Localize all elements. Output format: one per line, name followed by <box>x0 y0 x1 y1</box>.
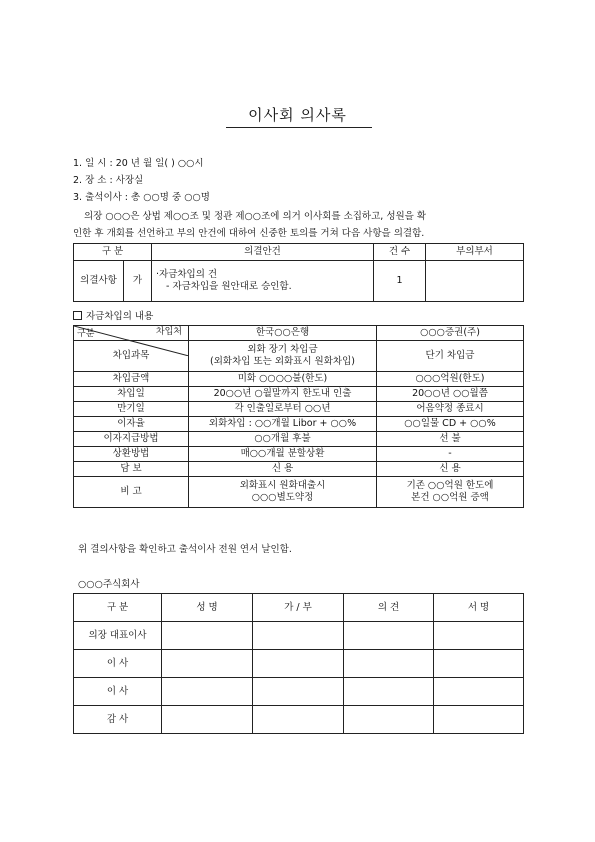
loan-row-value-b: 20○○년 ○○월쯤 <box>377 387 524 402</box>
signature-table <box>73 593 524 734</box>
signature-name-cell[interactable] <box>162 622 253 650</box>
loan-section-label: 자금차입의 내용 <box>86 311 154 322</box>
signature-row <box>74 650 524 678</box>
agenda-sub: 가 <box>124 261 152 302</box>
agenda-item-title: ·자금차입의 건 <box>156 269 218 280</box>
loan-header-row <box>74 326 524 341</box>
loan-row-value-b: 단기 차입금 <box>377 341 524 372</box>
loan-row-value-a: 미화 ○○○○불(한도) <box>189 372 377 387</box>
loan-row-value-b: ○○○억원(한도) <box>377 372 524 387</box>
signature-name-cell[interactable] <box>162 678 253 706</box>
loan-subject-a-line1: 외화 장기 차입금 <box>247 344 318 355</box>
signature-header-vote: 가 / 부 <box>253 594 344 622</box>
agenda-header-category: 구 분 <box>74 244 152 261</box>
signature-opinion-cell[interactable] <box>344 650 434 678</box>
loan-row-label: 담 보 <box>74 462 189 477</box>
signature-sign-cell[interactable] <box>434 622 524 650</box>
loan-note-b-line2: 본건 ○○억원 증액 <box>411 492 489 503</box>
signature-opinion-cell[interactable] <box>344 622 434 650</box>
loan-row-value-a: 신 용 <box>189 462 377 477</box>
loan-row-repayment <box>74 447 524 462</box>
loan-note-a-line2: ○○○별도약정 <box>251 492 314 503</box>
signature-role: 이 사 <box>74 678 162 706</box>
loan-corner-bottom: 구분 <box>77 329 95 339</box>
signature-opinion-cell[interactable] <box>344 678 434 706</box>
signature-sign-cell[interactable] <box>434 678 524 706</box>
loan-row-amount <box>74 372 524 387</box>
loan-row-label: 차입금액 <box>74 372 189 387</box>
loan-row-value-b: ○○일물 CD + ○○% <box>377 417 524 432</box>
loan-row-value-a <box>189 341 377 372</box>
loan-row-value-b: 선 불 <box>377 432 524 447</box>
signature-opinion-cell[interactable] <box>344 706 434 734</box>
loan-row-note <box>74 477 524 508</box>
loan-note-b-line1: 기존 ○○억원 한도에 <box>406 480 494 491</box>
loan-row-value-b: 신 용 <box>377 462 524 477</box>
agenda-header-row <box>74 244 524 261</box>
signature-vote-cell[interactable] <box>253 622 344 650</box>
signature-header-sign: 서 명 <box>434 594 524 622</box>
loan-note-a-line1: 외화표시 원화대출시 <box>239 480 326 491</box>
loan-row-value-a: 매○○개월 분할상환 <box>189 447 377 462</box>
checkbox-square-icon <box>73 311 82 320</box>
agenda-header-item: 의결안건 <box>152 244 374 261</box>
loan-corner-top: 차입처 <box>155 327 182 337</box>
line-place: 2. 장 소 : 사장실 <box>73 175 144 186</box>
agenda-category: 의결사항 <box>74 261 124 302</box>
loan-subject-a-line2: (외화차입 또는 외화표시 원화차입) <box>210 356 355 367</box>
loan-row-value-b: - <box>377 447 524 462</box>
agenda-header-dept: 부의부서 <box>426 244 524 261</box>
loan-row-value-a: 외화차입 : ○○개월 Libor + ○○% <box>189 417 377 432</box>
signature-header-opinion: 의 견 <box>344 594 434 622</box>
loan-note-b <box>377 477 524 508</box>
signature-row <box>74 678 524 706</box>
signature-header-name: 성 명 <box>162 594 253 622</box>
document-title: 이사회 의사록 <box>248 106 347 124</box>
signature-sign-cell[interactable] <box>434 706 524 734</box>
loan-row-value-a: ○○개월 후불 <box>189 432 377 447</box>
signature-role: 의장 대표이사 <box>74 622 162 650</box>
signature-row <box>74 706 524 734</box>
agenda-table <box>73 243 524 302</box>
loan-lender-1: 한국○○은행 <box>189 326 377 341</box>
loan-row-label: 차입일 <box>74 387 189 402</box>
loan-table <box>73 325 524 508</box>
loan-section-heading <box>73 308 153 322</box>
loan-row-rate <box>74 417 524 432</box>
loan-row-label: 비 고 <box>74 477 189 508</box>
loan-corner-cell <box>74 326 189 341</box>
signature-header-row <box>74 594 524 622</box>
signature-name-cell[interactable] <box>162 650 253 678</box>
signature-row <box>74 622 524 650</box>
loan-row-value-b: 어음약정 종료시 <box>377 402 524 417</box>
company-name: ○○○주식회사 <box>78 579 140 590</box>
confirm-text: 위 결의사항을 확인하고 출석이사 전원 연서 날인함. <box>78 544 292 555</box>
loan-row-label: 차입과목 <box>74 341 189 372</box>
title-underline <box>226 127 372 128</box>
signature-vote-cell[interactable] <box>253 678 344 706</box>
loan-note-a <box>189 477 377 508</box>
loan-row-label: 이자지급방법 <box>74 432 189 447</box>
signature-name-cell[interactable] <box>162 706 253 734</box>
loan-row-label: 상환방법 <box>74 447 189 462</box>
agenda-count: 1 <box>374 261 426 302</box>
line-attendance: 3. 출석이사 : 총 ○○명 중 ○○명 <box>73 192 210 203</box>
agenda-item-cell <box>152 261 374 302</box>
agenda-header-count: 건 수 <box>374 244 426 261</box>
loan-row-value-a: 각 인출일로부터 ○○년 <box>189 402 377 417</box>
loan-row-maturity <box>74 402 524 417</box>
loan-row-date <box>74 387 524 402</box>
agenda-item-detail: - 자금차입을 원안대로 승인함. <box>166 281 292 292</box>
loan-row-label: 만기일 <box>74 402 189 417</box>
loan-row-collateral <box>74 462 524 477</box>
loan-lender-2: ○○○증권(주) <box>377 326 524 341</box>
signature-vote-cell[interactable] <box>253 706 344 734</box>
signature-sign-cell[interactable] <box>434 650 524 678</box>
signature-role: 이 사 <box>74 650 162 678</box>
loan-row-interest-payment <box>74 432 524 447</box>
paragraph-line-1: 의장 ○○○은 상법 제○○조 및 정관 제○○조에 의거 이사회를 소집하고, 성원을 확 <box>84 211 427 222</box>
paragraph-line-2: 인한 후 개회를 선언하고 부의 안건에 대하여 신중한 토의를 거쳐 다음 사항을 의결함. <box>73 228 425 239</box>
loan-row-label: 이자율 <box>74 417 189 432</box>
signature-header-category: 구 분 <box>74 594 162 622</box>
signature-vote-cell[interactable] <box>253 650 344 678</box>
line-date: 1. 일 시 : 20 년 월 일( ) ○○시 <box>73 158 204 169</box>
agenda-row <box>74 261 524 302</box>
signature-role: 감 사 <box>74 706 162 734</box>
agenda-dept <box>426 261 524 302</box>
loan-row-value-a: 20○○년 ○월말까지 한도내 인출 <box>189 387 377 402</box>
